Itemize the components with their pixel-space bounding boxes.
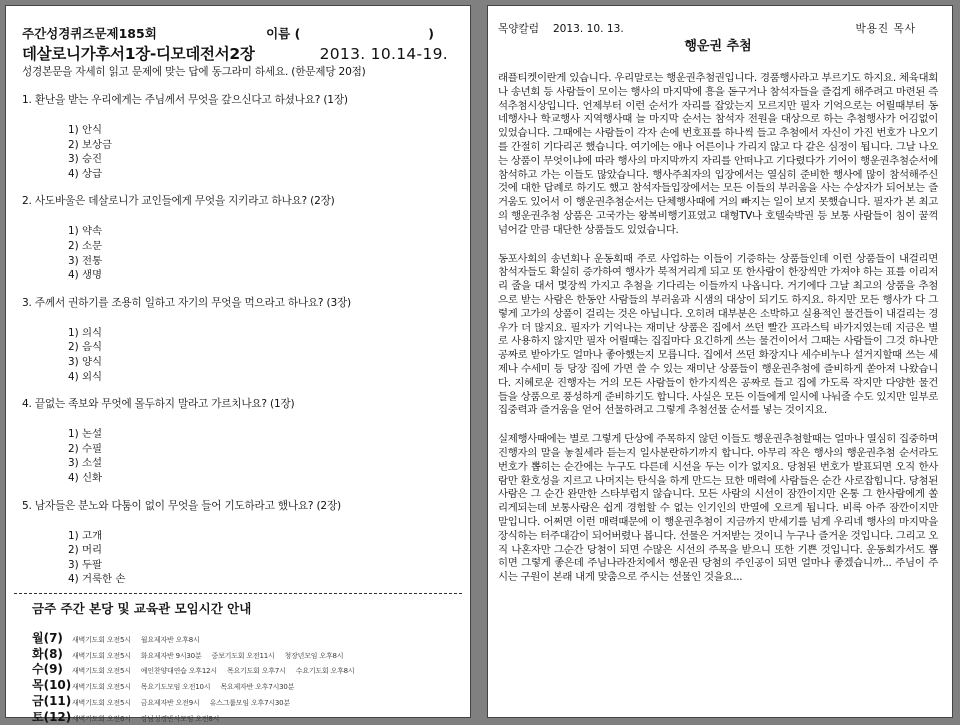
schedule-slot: 화요제자반 9시30분 xyxy=(140,651,202,660)
schedule-row xyxy=(32,645,456,661)
column-header xyxy=(498,22,938,36)
option: 3) 두팔 xyxy=(68,558,103,571)
option: 1) 논설 xyxy=(68,428,103,441)
question: 1. 환난을 받는 우리에게는 주님께서 무엇을 갚으신다고 하셨나요? (1장) xyxy=(22,94,348,106)
option: 2) 보상금 xyxy=(68,138,113,151)
option: 3) 소설 xyxy=(68,457,103,470)
dashed-divider xyxy=(14,593,462,594)
option-list xyxy=(68,427,456,485)
schedule-day: 화(8) xyxy=(32,646,63,661)
schedule-row xyxy=(32,692,456,708)
option-list xyxy=(68,123,456,181)
column-page xyxy=(487,5,953,718)
schedule-row xyxy=(32,629,456,645)
schedule-slot: 중보기도회 오전11시 xyxy=(211,651,275,660)
question-list xyxy=(22,93,456,587)
schedule-slot: 목요제자반 오후7시30분 xyxy=(220,683,295,692)
schedule-table xyxy=(32,629,456,724)
option: 4) 신화 xyxy=(68,471,103,484)
schedule-slot: 새벽기도회 오전5시 xyxy=(72,667,131,676)
option: 1) 고개 xyxy=(68,529,103,542)
schedule-row xyxy=(32,676,456,692)
schedule-row xyxy=(32,660,456,676)
schedule-day: 금(11) xyxy=(32,694,72,709)
question: 5. 남자들은 분노와 다툼이 없이 무엇을 들어 기도하라고 했나요? (2장) xyxy=(22,499,341,512)
option: 4) 상급 xyxy=(68,167,103,180)
option: 4) 외식 xyxy=(68,370,103,383)
option: 3) 양식 xyxy=(68,355,103,368)
option-list xyxy=(68,224,456,282)
column-date: 2013. 10. 13. xyxy=(552,23,624,35)
schedule-day: 수(9) xyxy=(32,662,63,677)
option: 4) 생명 xyxy=(68,269,103,282)
option: 3) 승진 xyxy=(68,153,103,166)
schedule-slot: 목요기도모임 오전10시 xyxy=(140,683,211,692)
schedule-day: 목(10) xyxy=(32,678,72,693)
column-paragraph: 래플티켓이란게 있습니다. 우리말로는 행운권추첨권입니다. 경품행사라고 부르기도 하지요. 체육대회나 송년회 등 사람들이 모이는 행사의 마지막에 흥을 돋구거나 참석자들을 즐겁게 해주려고 마련된 즉석추첨시상입니다. 언제부터 이런 순서가 자리를 잡았는지 모르지만 필자 기억으로는 어릴때부터 동네행사나 학교행사 지역행사때 늘 마지막 순서는 참석자 전원을 대상으로 하는 추첨행사가 어김없이 있었습니다. 그때에는 사람들이 각자 손에 번호표를 하나씩 들고 추첨에서 자신이 가진 번호가 나오기를 간절히 기다리곤 했습니다. 여기에는 애나 어른이나 가리지 않고 다 같은 심정이 됩니다. 그날 나오는 상품이 무엇이냐에 따라 행사의 마지막까지 자리를 안떠나고 기다렸다가 기어이 행운권추첨순서에 참석하고 가는 이들도 많았습니다. 행사주최자의 입장에서는 열심히 준비한 행사에 많이 참석해주신 것에 대한 답례로 하기도 했고 참석자들입장에서는 모든 이들의 부러움을 사는 수상자가 되어보는 즐거움도 있어서 이 행운권추첨순서는 단체행사때에 거의 빠지는 일이 보지 못했습니다. 필자가 본 최고의 행운권추첨 상품은 고국가는 왕복비행기표였고 대형TV나 호텔숙박권 등 보통 사람들이 침이 꿀꺽 넘어갈 만큼 대단한 상품들도 있었습니다. xyxy=(498,72,938,236)
quiz-page xyxy=(5,5,471,724)
column-label: 목양칼럼 xyxy=(498,23,539,35)
quiz-header xyxy=(22,26,456,42)
option: 4) 거룩한 손 xyxy=(68,573,126,586)
option-list xyxy=(68,529,456,587)
column-paragraph: 실제행사때에는 별로 그렇게 단상에 주목하지 않던 이들도 행운권추첨할때는 얼마나 열심히 집중하며 진행자의 말을 놓칠세라 듣는지 일사분란하기까지 합니다. 아무리 작은 행사의 행운권추첨 순서라도 번호가 뽑히는 순간에는 누구도 다른데 시선을 두는 이가 없지요. 당첨된 번호가 발표되면 오직 한사람만 환호성을 지르고 나머지는 탄식을 하게 만드는 묘한 매력에 사람들은 순간 사로잡힙니다. 당첨된 사람은 그 순간 완만한 스타부럽지 않습니다. 모든 사람의 시선이 잠깐이지만 온통 그 한사람에게 쏠리게되는데 보통사람은 쉽게 경험할 수 없는 인기인의 반열에 오르게 됩니다. 비록 아주 잠깐이지만 말입니다. 어쩌면 이런 매력때문에 이 행운권추첨이 지금까지 반세기를 넘게 우리네 행사의 마지막을 장식하는 터주대감이 되어버렸나 봅니다. 선물은 거저받는 것이니 누구나 즐거운 것입니다. 그리고 오직 나혼자만 그순간 당첨이 되면 수많은 시선의 주목을 받으니 또한 기쁜 것입니다. 운동회가서도 뽑히면 그렇게 좋은데 주님나라잔치에서 행운권 당첨의 주인공이 되면 얼마나 좋겠습니까... 주님이 주시는 구원이 본래 내게 맞춤으로 주시는 선물인 것을요... xyxy=(498,433,938,584)
column-paragraph: 동포사회의 송년회나 운동회때 주로 사업하는 이들이 기증하는 상품들인데 이런 상품들이 내걸리면 참석자들도 확실히 증가하여 행사가 북적거리게 되고 또 한사람이 한장씩만 가져야 하는 표를 이리저리 줄을 대서 몇장씩 가지고 추첨을 기다리는 이들까지 나옵니다. 거기에다 그날 최고의 상품을 추첨으로 받는 사람은 한동안 사람들의 부러움과 시샘의 대상이 되기도 하지요. 하지만 모든 행사가 다 그렇게 고가의 상품이 걸리는 것은 아닙니다. 오히려 대부분은 소박하고 실용적인 물건들이 내걸리는 경우가 더 많지요. 필자가 기억나는 재미난 상품은 집에서 쓰던 빨간 프라스틱 바가지였는데 지금은 별로 사용하지 않지만 필자 어릴때는 집집마다 요긴하게 쓰는 물건이어서 그때는 사람들이 그것 하나만 공짜로 받아가도 얼마나 좋아했는지 모릅니다. 집에서 쓰던 화장지나 세수비누나 설거지할때 쓰는 세제나 수세미 등 당장 집에 가면 쓸 수 있는 재미난 상품들이 행운권추첨에 즐비하게 쏟아져 나왔습니다. 지혜로운 진행자는 거의 모든 사람들이 한가지씩은 공짜로 들고 집에 가도록 작지만 다양한 물건들을 상품으로 풍성하게 준비하기도 합니다. 사실은 모든 이들에게 일시에 나눠줄 수도 있지만 일부로 집중력과 즐거움을 얻어 선물하려고 그렇게 추첨선물 순서를 넣는 것이지요. xyxy=(498,252,938,417)
book-title: 데살로니가후서1장-디모데전서2장 xyxy=(22,45,255,63)
schedule-slot: 유스그룹모임 오후7시30분 xyxy=(209,699,290,708)
quiz-instructions: 성경본문을 자세히 읽고 문제에 맞는 답에 동그라미 하세요. (한문제당 20점) xyxy=(22,66,366,78)
schedule-slot: 수요기도회 오후8시 xyxy=(295,667,355,676)
question: 2. 사도바울은 데살로니가 교인들에게 무엇을 지키라고 하나요? (2장) xyxy=(22,195,335,208)
schedule-title: 금주 주간 본당 및 교육관 모임시간 안내 xyxy=(32,600,252,616)
date-range: 2013. 10.14-19. xyxy=(319,45,448,63)
name-blank xyxy=(304,26,424,42)
option: 3) 전통 xyxy=(68,254,103,267)
column-author: 박용진 목사 xyxy=(855,23,916,35)
schedule-slot: 월요제자반 오후8시 xyxy=(140,635,200,644)
schedule-slot: 새벽기도회 오전5시 xyxy=(72,651,131,660)
schedule-slot: 금요제자반 오전9시 xyxy=(140,699,200,708)
schedule-day: 월(7) xyxy=(32,630,63,645)
option-list xyxy=(68,326,456,384)
option: 2) 음식 xyxy=(68,341,103,354)
quiz-title-row xyxy=(22,44,456,64)
schedule-slot: 새벽기도회 오전5시 xyxy=(72,635,131,644)
question: 3. 주께서 권하기를 조용히 일하고 자기의 무엇을 먹으라고 하나요? (3장) xyxy=(22,296,351,309)
option: 2) 수필 xyxy=(68,442,103,455)
name-label: 이름 ( xyxy=(266,26,301,41)
option: 2) 소문 xyxy=(68,239,103,252)
quiz-series-label: 주간성경퀴즈문제185회 xyxy=(22,26,157,41)
schedule-slot: 새벽기도회 오전6시 xyxy=(72,714,131,723)
schedule-slot: 새벽기도회 오전5시 xyxy=(72,699,131,708)
option: 2) 머리 xyxy=(68,544,103,557)
schedule-slot: 강남성경반사모임 오전8시 xyxy=(140,714,220,723)
schedule-day: 토(12) xyxy=(32,709,72,724)
name-close: ) xyxy=(428,26,434,41)
name-field xyxy=(266,26,434,42)
option: 1) 약속 xyxy=(68,225,103,238)
schedule-slot: 청장년모임 오후8시 xyxy=(284,651,344,660)
option: 1) 안식 xyxy=(68,124,103,136)
schedule-slot: 예인찬양대연습 오후12시 xyxy=(140,667,217,676)
question: 4. 끝없는 족보와 무엇에 몰두하지 말라고 가르치나요? (1장) xyxy=(22,398,295,411)
schedule-slot: 목요기도회 오후7시 xyxy=(226,667,286,676)
schedule-row xyxy=(32,708,456,724)
column-title: 행운권 추첨 xyxy=(684,39,752,54)
option: 1) 의식 xyxy=(68,326,103,339)
schedule-slot: 새벽기도회 오전5시 xyxy=(72,683,131,692)
